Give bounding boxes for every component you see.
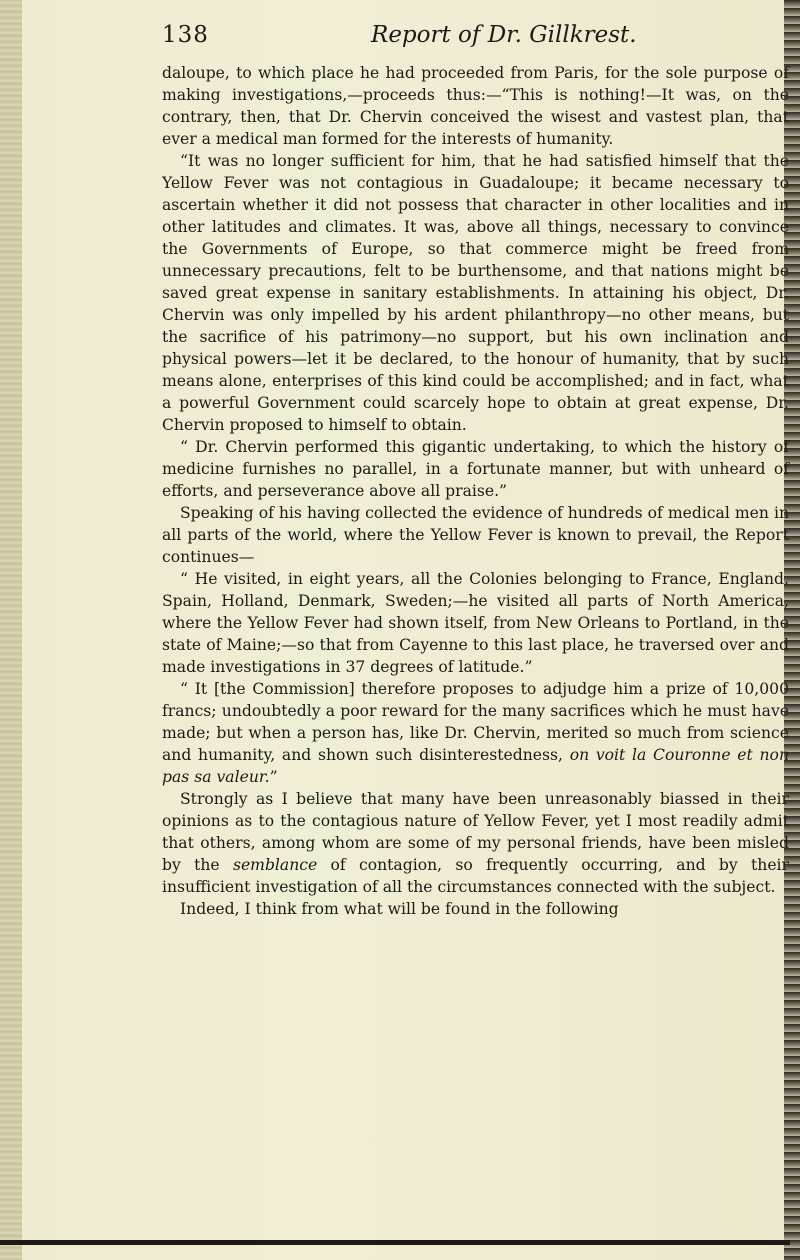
- body-text: [162, 62, 789, 920]
- paragraph-7: [162, 788, 789, 898]
- paragraph-4: Speaking of his having collected the evidence of hundreds of medical men in all parts of the world, where the Yellow Fever is known to prevail, the Report continues—: [162, 504, 789, 566]
- paragraph-8: Indeed, I think from what will be found in the following: [180, 900, 619, 918]
- paragraph-3: “ Dr. Chervin performed this gigantic undertaking, to which the history of medicine furnishes no parallel, in a fortunate manner, but with unheard of efforts, and perseverance above all praise.”: [162, 438, 789, 500]
- running-head: Report of Dr. Gillkrest.: [371, 22, 637, 48]
- paragraph-2: “It was no longer sufficient for him, that he had satisfied himself that the Yellow Fever was not contagious in Guadaloupe; it became necessary to ascertain whether it did not possess that character in other localities and in other latitudes and climates. It was, above all things, necessary to convince the Governments of Europe, so that commerce might be freed from unnecessary precautions, felt to be burthensome, and that nations might be saved great expense in sanitary establishments. In attaining his object, Dr. Chervin was only impelled by his ardent philanthropy—no other means, but the sacrifice of his patrimony—no support, but his own inclination and physical powers—let it be declared, to the honour of humanity, that by such means alone, enterprises of this kind could be accomplished; and in fact, what a powerful Government could scarcely hope to obtain at great expense, Dr. Chervin proposed to himself to obtain.: [162, 152, 789, 434]
- paragraph-1: daloupe, to which place he had proceeded from Paris, for the sole purpose of making investigations,—proceeds thus:—“This is nothing!—It was, on the contrary, then, that Dr. Chervin conceived the wisest and vastest plan, that ever a medical man formed for the interests of humanity.: [162, 64, 789, 148]
- italic-semblance: semblance: [232, 856, 318, 874]
- bottom-rule: [0, 1240, 790, 1245]
- paragraph-6-text: “ It [the Commission] therefore proposes to adjudge him a prize of 10,000 francs; undoubtedly a poor reward for the many sacrifices which he must have made; but when a person has, like Dr. Chervin, merited so much from science and humanity, and shown such disinterestedness,: [162, 680, 789, 764]
- paragraph-6-close-quote: ”: [269, 768, 278, 786]
- paragraph-5: “ He visited, in eight years, all the Colonies belonging to France, England, Spain, Holland, Denmark, Sweden;—he visited all parts of North America, where the Yellow Fever had shown itself, from New Orleans to Portland, in the state of Maine;—so that from Cayenne to this last place, he traversed over and made investigations in 37 degrees of latitude.”: [162, 570, 789, 676]
- paragraph-7-text-end: of contagion, so frequently occurring, and by their insufficient investigation of all the circumstances connected with the subject.: [162, 856, 789, 896]
- french-quotation: on voit la Couronne et non pas sa valeur.: [162, 746, 789, 786]
- paragraph-6: [162, 678, 789, 788]
- page-gutter-shadow: [0, 0, 22, 1260]
- page-header: [162, 22, 722, 52]
- paragraph-7-text-start: Strongly as I believe that many have been unreasonably biassed in their opinions as to the contagious nature of Yellow Fever, yet I most readily admit that others, among whom are some of my personal friends, have been misled by the: [162, 790, 789, 874]
- page-number: 138: [162, 22, 209, 48]
